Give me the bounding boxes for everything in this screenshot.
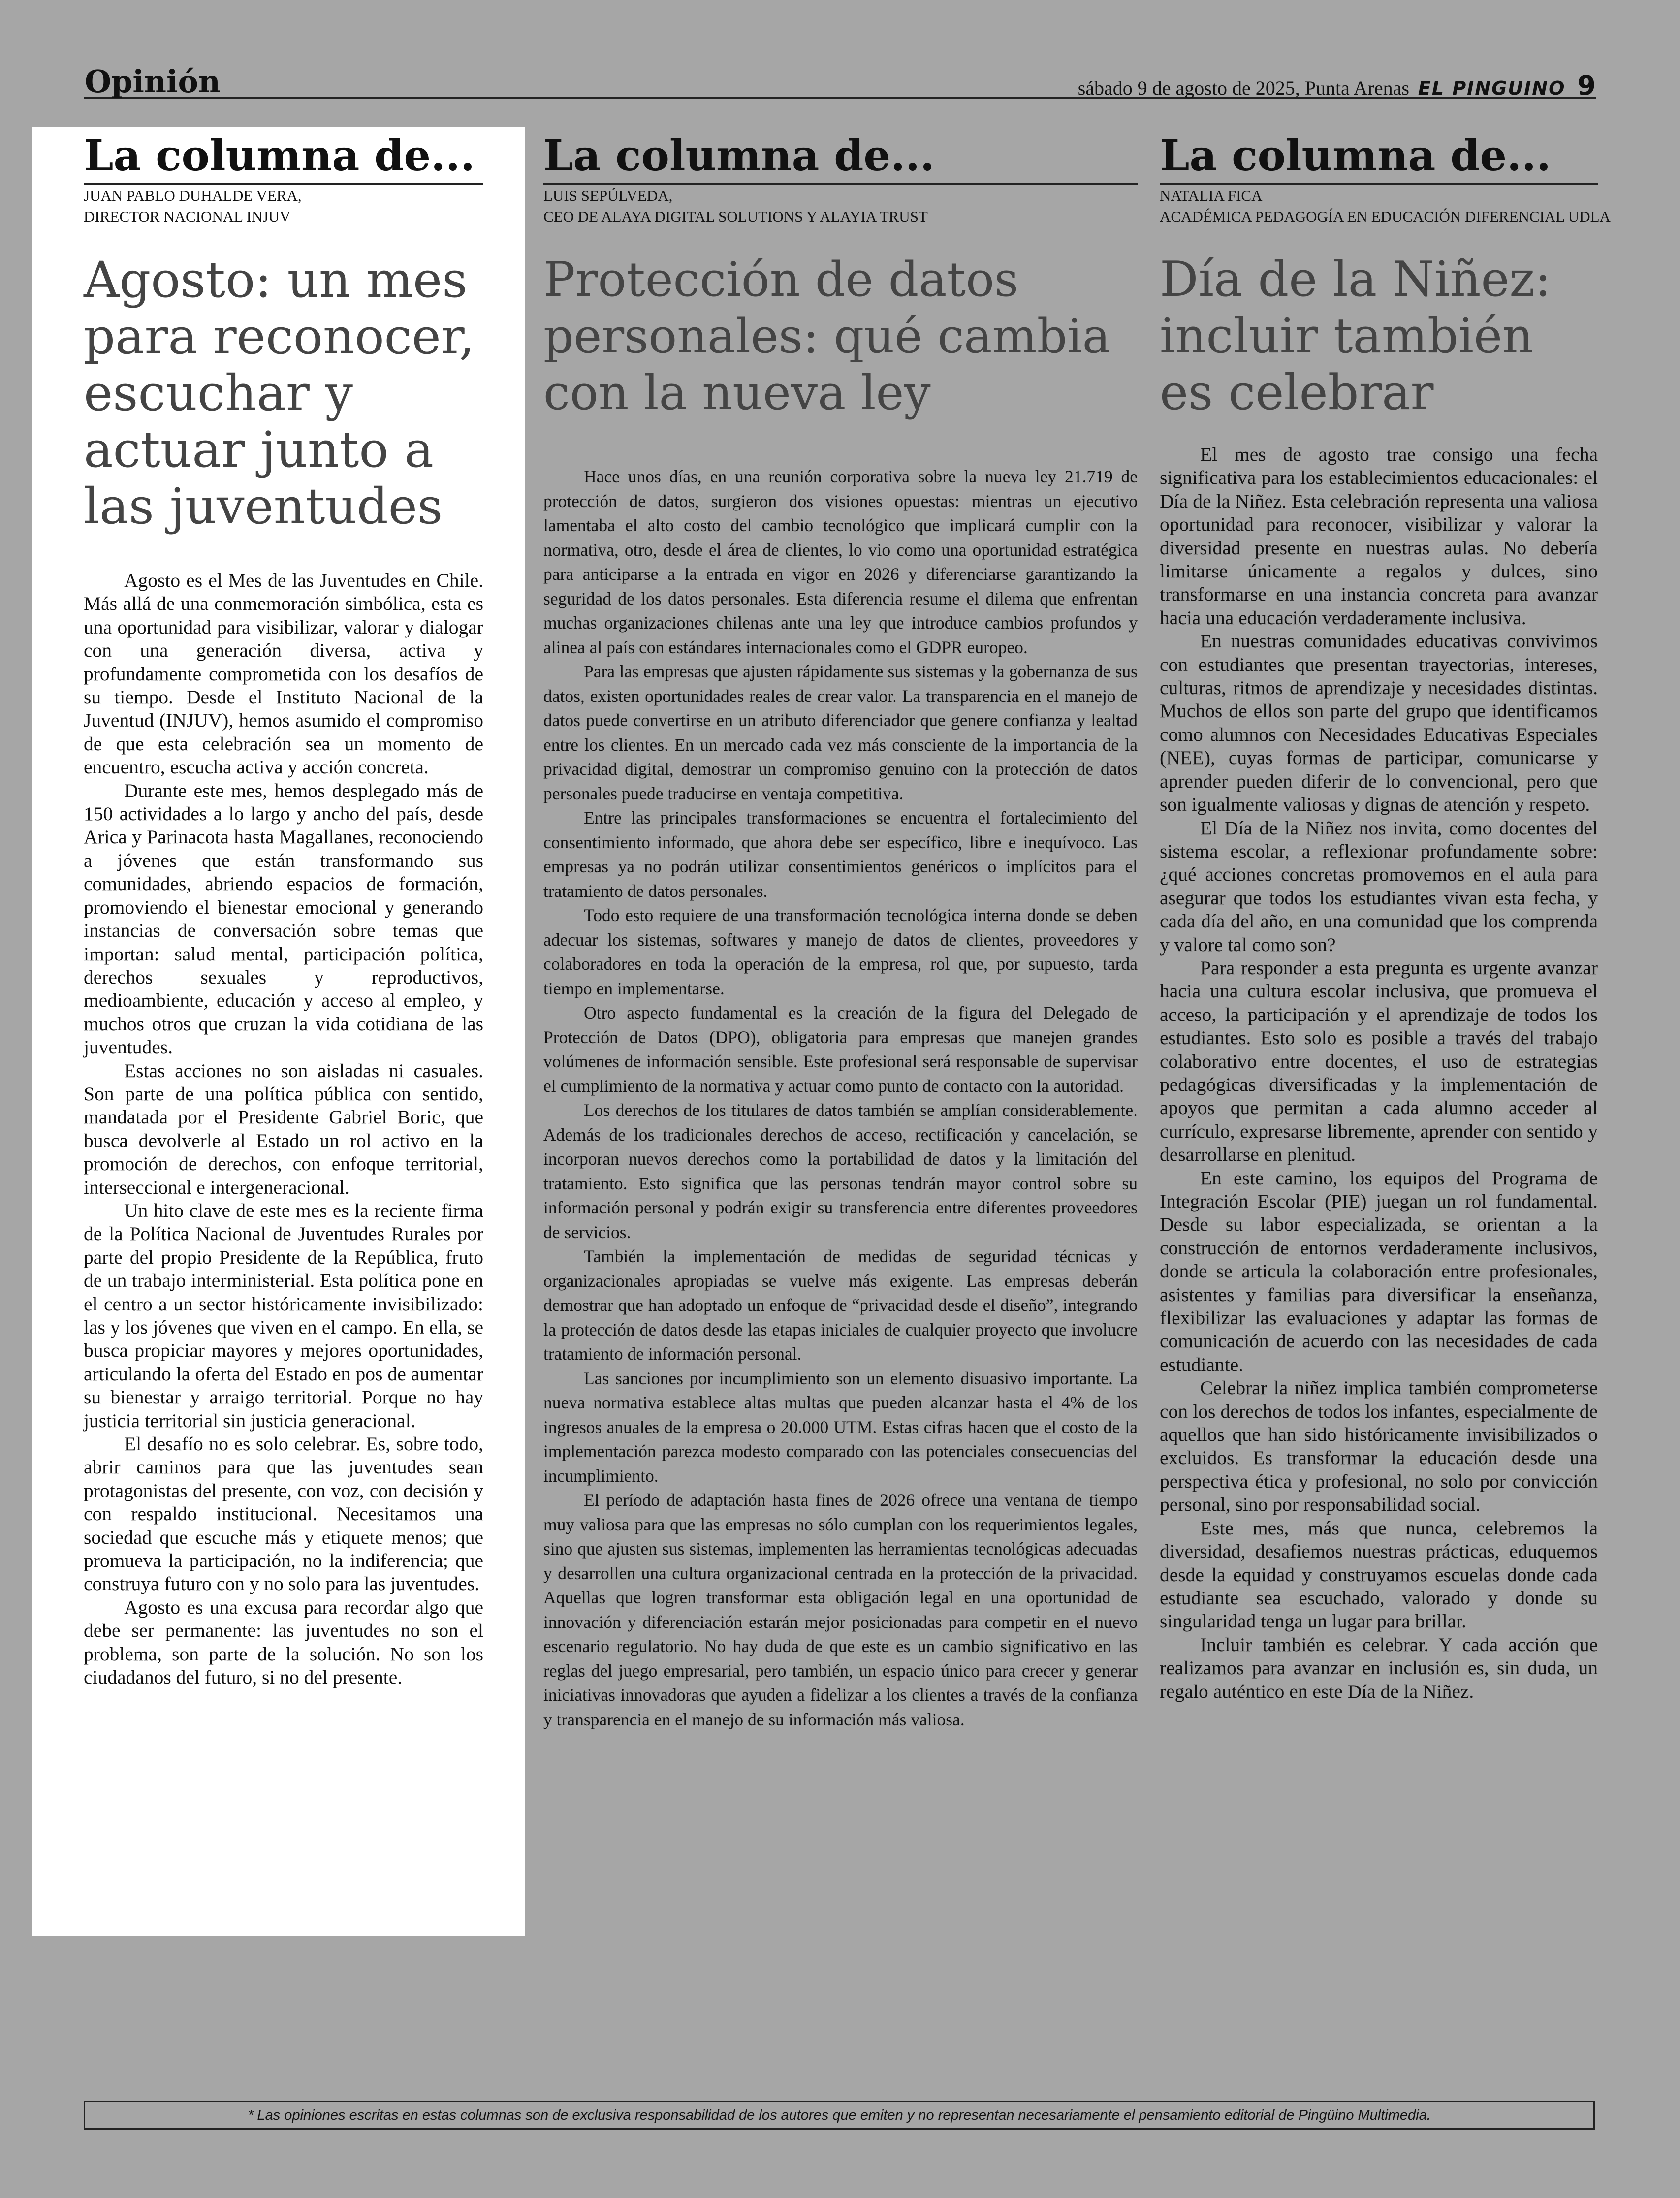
paragraph: Otro aspecto fundamental es la creación de la figura del Delegado de Protección de Datos (DPO), obligatoria para empresas que manejen grandes volúmenes de información sensible. Este profesional será responsable de supervisar el cumplimiento de la normativa y actuar como punto de contacto con la autoridad.	[543, 1003, 1138, 1096]
column-kicker: La columna de...	[84, 129, 483, 185]
article-body	[1160, 443, 1598, 1703]
paragraph: El mes de agosto trae consigo una fecha significativa para los establecimientos educacionales: el Día de la Niñez. Esta celebración representa una valiosa oportunidad para reconocer, visibilizar y valorar la diversidad presente en nuestras aulas. No debería limitarse únicamente a regalos y dulces, sino transformarse en una instancia concreta para avanzar hacia una educación verdaderamente inclusiva.	[1160, 444, 1598, 629]
author-role: ACADÉMICA PEDAGOGÍA EN EDUCACIÓN DIFERENCIAL UDLA	[1160, 208, 1611, 225]
paragraph: Entre las principales transformaciones se encuentra el fortalecimiento del consentimiento informado, que ahora debe ser específico, libre e inequívoco. Las empresas ya no podrán utilizar consentimientos genéricos o implícitos para el tratamiento de datos personales.	[543, 808, 1138, 901]
paragraph: En este camino, los equipos del Programa de Integración Escolar (PIE) juegan un rol fundamental. Desde su labor especializada, se orientan a la construcción de entornos verdaderamente inclusivos, donde se articula la colaboración entre profesionales, asistentes y familias para diversificar la enseñanza, flexibilizar las evaluaciones y adaptar las formas de comunicación de acuerdo con las necesidades de cada estudiante.	[1160, 1167, 1598, 1375]
page-header	[84, 63, 1596, 99]
paragraph: Un hito clave de este mes es la reciente firma de la Política Nacional de Juventudes Rurales por parte del propio Presidente de la República, fruto de un trabajo interministerial. Esta política pone en el centro a un sector históricamente invisibilizado: las y los jóvenes que viven en el campo. En ella, se busca propiciar mayores y mejores oportunidades, articulando la oferta del Estado en pos de aumentar su bienestar y arraigo territorial. Porque no hay justicia territorial sin justicia generacional.	[84, 1199, 483, 1432]
opinion-column-2	[543, 129, 1138, 1732]
column-kicker: La columna de...	[543, 129, 1138, 185]
paragraph: El período de adaptación hasta fines de 2026 ofrece una ventana de tiempo muy valiosa para que las empresas no sólo cumplan con los requerimientos legales, sino que ajusten sus sistemas, implementen las herramientas tecnológicas adecuadas y desarrollen una cultura organizacional centrada en la protección de la privacidad. Aquellas que logren transformar esta obligación legal en una oportunidad de innovación y diferenciación estarán mejor posicionadas para competir en el nuevo escenario regulatorio. No hay duda de que este es un cambio significativo en las reglas del juego empresarial, pero también, un espacio único para crecer y generar iniciativas innovadoras que ayuden a fidelizar a los clientes a través de la confianza y transparencia en el manejo de su información más valiosa.	[543, 1490, 1138, 1729]
opinion-column-1	[84, 129, 483, 1689]
paragraph: Las sanciones por incumplimiento son un elemento disuasivo importante. La nueva normativa establece altas multas que pueden alcanzar hasta el 4% de los ingresos anuales de la empresa o 20.000 UTM. Estas cifras hacen que el costo de la implementación parezca modesto comparado con las potenciales consecuencias del incumplimiento.	[543, 1368, 1138, 1486]
issue-date: sábado 9 de agosto de 2025, Punta Arenas	[1078, 77, 1409, 99]
article-body	[84, 569, 483, 1689]
article-body	[543, 465, 1138, 1732]
newspaper-logo: EL PINGUINO	[1418, 77, 1566, 99]
header-right	[1078, 70, 1596, 101]
disclaimer-box: * Las opiniones escritas en estas columnas son de exclusiva responsabilidad de los autores que emiten y no representan necesariamente el pensamiento editorial de Pingüino Multimedia.	[84, 2101, 1595, 2130]
article-headline: Agosto: un mes para reconocer, escuchar y actuar junto a las juventudes	[84, 251, 475, 535]
paragraph: Para responder a esta pregunta es urgente avanzar hacia una cultura escolar inclusiva, que promueva el acceso, la participación y el aprendizaje de todos los estudiantes. Esto solo es posible a través del trabajo colaborativo entre docentes, el uso de estrategias pedagógicas diversificadas y la implementación de apoyos que permitan a cada alumno acceder al currículo, expresarse libremente, aprender con sentido y desarrollarse en plenitud.	[1160, 956, 1598, 1166]
paragraph: Para las empresas que ajusten rápidamente sus sistemas y la gobernanza de sus datos, existen oportunidades reales de crear valor. La transparencia en el manejo de datos puede convertirse en un atributo diferenciador que genere confianza y lealtad entre los clientes. En un mercado cada vez más consciente de la importancia de la privacidad digital, demostrar un compromiso genuino con la protección de datos personales puede traducirse en ventaja competitiva.	[543, 662, 1138, 803]
paragraph: También la implementación de medidas de seguridad técnicas y organizacionales apropiadas se vuelve más exigente. Las empresas deberán demostrar que han adoptado un enfoque de “privacidad desde el diseño”, integrando la protección de datos desde las etapas iniciales de cualquier proyecto que involucre tratamiento de información personal.	[543, 1246, 1138, 1364]
section-title: Opinión	[85, 64, 221, 99]
paragraph: Los derechos de los titulares de datos también se amplían considerablemente. Además de los tradicionales derechos de acceso, rectificación y cancelación, se incorporan nuevos derechos como la portabilidad de datos y la limitación del tratamiento. Esto significa que las personas tendrán mayor control sobre su información personal y podrán exigir su transferencia entre diferentes proveedores de servicios.	[543, 1100, 1138, 1242]
author-role: CEO DE ALAYA DIGITAL SOLUTIONS Y ALAYIA TRUST	[543, 208, 928, 225]
paragraph: Hace unos días, en una reunión corporativa sobre la nueva ley 21.719 de protección de datos, surgieron dos visiones opuestas: mientras un ejecutivo lamentaba el alto costo del cambio tecnológico que implicará cumplir con la normativa, otro, desde el área de clientes, lo vio como una oportunidad estratégica para anticiparse a la entrada en vigor en 2026 y diferenciarse garantizando la seguridad de los datos personales. Esta diferencia resume el dilema que enfrentan muchas organizaciones chilenas ante una ley que introduce cambios profundos y alinea al país con estándares internacionales como el GDPR europeo.	[543, 467, 1138, 657]
author-name: NATALIA FICA	[1160, 187, 1263, 204]
page-number: 9	[1577, 70, 1596, 101]
opinion-column-3	[1160, 129, 1611, 1703]
paragraph: El desafío no es solo celebrar. Es, sobre todo, abrir caminos para que las juventudes sean protagonistas del presente, con voz, con decisión y con respaldo institucional. Necesitamos una sociedad que escuche más y etiquete menos; que promueva la participación, no la indiferencia; que construya futuro con y no solo para las juventudes.	[84, 1433, 483, 1595]
author-name: LUIS SEPÚLVEDA,	[543, 187, 673, 204]
article-headline: Protección de datos personales: qué cambia con la nueva ley	[543, 252, 1110, 420]
paragraph: Todo esto requiere de una transformación tecnológica interna donde se deben adecuar los sistemas, softwares y manejo de datos de clientes, proveedores y colaboradores en toda la operación de la empresa, rol que, por supuesto, tarda tiempo en implementarse.	[543, 905, 1138, 998]
author-name: JUAN PABLO DUHALDE VERA,	[84, 187, 302, 204]
paragraph: En nuestras comunidades educativas convivimos con estudiantes que presentan trayectorias, intereses, culturas, ritmos de aprendizaje y necesidades distintas. Muchos de ellos son parte del grupo que identificamos como alumnos con Necesidades Educativas Especiales (NEE), cuyas formas de participar, comunicarse y aprender pueden diferir de lo convencional, pero que son igualmente valiosas y dignas de atención y respeto.	[1160, 630, 1598, 816]
paragraph: Estas acciones no son aisladas ni casuales. Son parte de una política pública con sentido, mandatada por el Presidente Gabriel Boric, que busca devolverle al Estado un rol activo en la promoción de derechos, con enfoque territorial, interseccional e intergeneracional.	[84, 1059, 483, 1198]
paragraph: Celebrar la niñez implica también comprometerse con los derechos de todos los infantes, especialmente de aquellos que han sido históricamente invisibilizados o excluidos. Es transformar la educación desde una perspectiva ética y profesional, no solo por convicción personal, sino por responsabilidad social.	[1160, 1377, 1598, 1516]
column-kicker: La columna de...	[1160, 129, 1598, 185]
paragraph: Agosto es una excusa para recordar algo que debe ser permanente: las juventudes no son el problema, son parte de la solución. No son los ciudadanos del futuro, si no del presente.	[84, 1596, 483, 1688]
author-role: DIRECTOR NACIONAL INJUV	[84, 208, 291, 225]
paragraph: Agosto es el Mes de las Juventudes en Chile. Más allá de una conmemoración simbólica, esta es una oportunidad para visibilizar, valorar y dialogar con una generación diversa, activa y profundamente comprometida con los desafíos de su tiempo. Desde el Instituto Nacional de la Juventud (INJUV), hemos asumido el compromiso de que esta celebración sea un momento de encuentro, escucha activa y acción concreta.	[84, 570, 483, 778]
paragraph: Incluir también es celebrar. Y cada acción que realizamos para avanzar en inclusión es, sin duda, un regalo auténtico en este Día de la Niñez.	[1160, 1633, 1598, 1702]
paragraph: Durante este mes, hemos desplegado más de 150 actividades a lo largo y ancho del país, desde Arica y Parinacota hasta Magallanes, reconociendo a jóvenes que están transformando sus comunidades, abriendo espacios de formación, promoviendo el bienestar emocional y generando instancias de conversación sobre temas que importan: salud mental, participación política, derechos sexuales y reproductivos, medioambiente, educación y acceso al empleo, y muchos otros que cruzan la vida cotidiana de las juventudes.	[84, 779, 483, 1058]
paragraph: El Día de la Niñez nos invita, como docentes del sistema escolar, a reflexionar profundamente sobre: ¿qué acciones concretas promovemos en el aula para asegurar que todos los estudiantes vivan esta fecha, y cada día del año, en una comunidad que los comprenda y valore tal como son?	[1160, 817, 1598, 956]
paragraph: Este mes, más que nunca, celebremos la diversidad, desafiemos nuestras prácticas, eduquemos desde la equidad y construyamos escuelas donde cada estudiante sea escuchado, valorado y donde su singularidad tenga un lugar para brillar.	[1160, 1517, 1598, 1632]
article-headline: Día de la Niñez: incluir también es celebrar	[1160, 252, 1552, 421]
